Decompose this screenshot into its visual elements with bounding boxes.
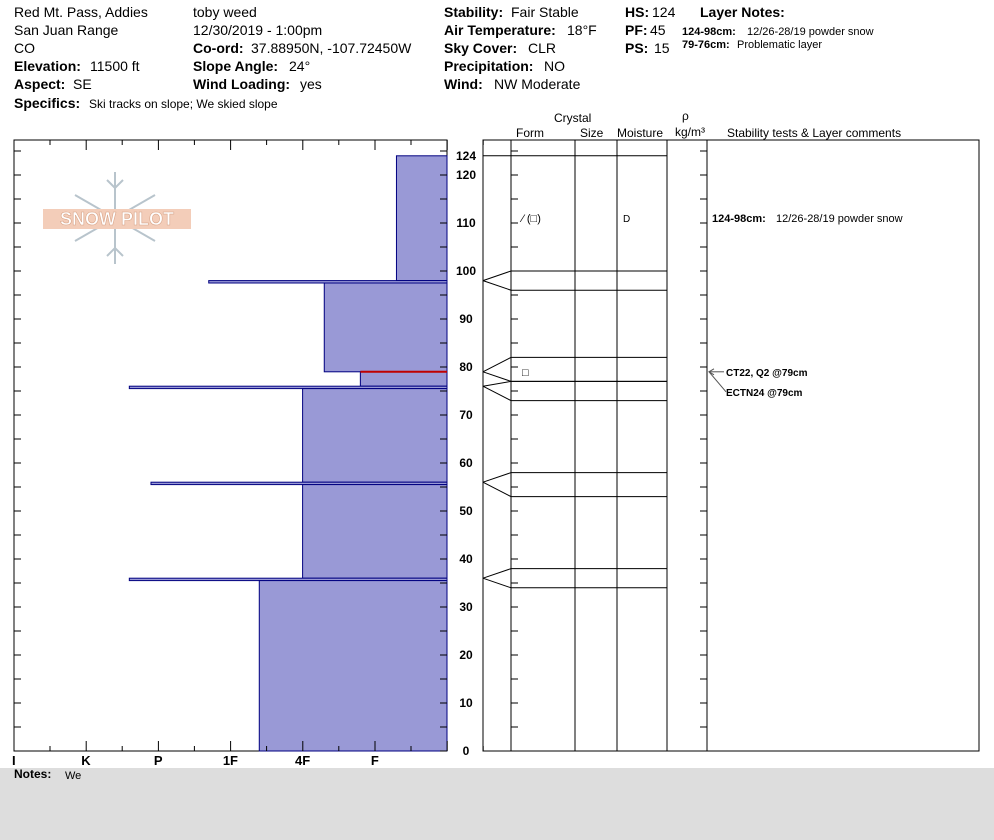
depth-tick-label: 60: [459, 456, 473, 470]
crystal-form: □: [522, 366, 529, 379]
wind-loading-value: yes: [300, 76, 322, 92]
hardness-bar: [396, 156, 447, 281]
location: Red Mt. Pass, Addies: [14, 4, 148, 20]
wind-loading-label: Wind Loading:: [193, 76, 291, 92]
hardness-bar: [303, 389, 447, 483]
ps-label: PS:: [625, 40, 649, 56]
layer-notes-title: Layer Notes:: [700, 4, 785, 20]
layer-note-range: 124-98cm:: [682, 26, 736, 38]
precip-label: Precipitation:: [444, 58, 534, 74]
air-temp-value: 18°F: [567, 22, 597, 38]
hs-label: HS:: [625, 4, 650, 20]
layer-note-text: 12/26-28/19 powder snow: [747, 26, 874, 38]
hardness-tick-label: K: [81, 753, 91, 768]
depth-tick-label: 124: [455, 148, 477, 163]
crystal-form: ⁄ (□): [522, 213, 541, 226]
hardness-tick-label: 4F: [295, 753, 311, 768]
depth-tick-label: 70: [459, 408, 473, 422]
layer-table-frame: [483, 140, 979, 751]
crystal-header: Crystal: [554, 111, 592, 125]
snowpilot-logo: [43, 172, 191, 264]
hardness-bar: [259, 581, 447, 751]
hardness-tick-label: P: [153, 753, 163, 768]
hardness-tick-label: 1F: [222, 753, 238, 768]
hs-value: 124: [652, 4, 676, 20]
depth-tick-label: 30: [459, 600, 473, 614]
datetime: 12/30/2019 - 1:00pm: [193, 22, 323, 38]
depth-tick-label: 110: [456, 216, 476, 230]
elevation-value: 11500 ft: [90, 58, 140, 74]
air-temp-label: Air Temperature:: [444, 22, 556, 38]
stability-label: Stability:: [444, 4, 504, 20]
hardness-bar: [324, 283, 447, 372]
layer-note-range: 79-76cm:: [682, 39, 730, 51]
aspect-label: Aspect:: [14, 76, 66, 92]
depth-tick-label: 80: [459, 360, 473, 374]
depth-tick-label: 20: [459, 648, 473, 662]
pf-value: 45: [650, 22, 666, 38]
sky-value: CLR: [528, 40, 557, 56]
moisture-header: Moisture: [617, 126, 664, 140]
notes-label: Notes:: [14, 767, 52, 781]
layer-comment-text: 12/26-28/19 powder snow: [776, 213, 903, 226]
wind-label: Wind:: [444, 76, 483, 92]
aspect-value: SE: [73, 76, 92, 92]
layer-comment-range: 124-98cm:: [712, 213, 766, 226]
depth-tick-label: 10: [459, 696, 473, 710]
range: San Juan Range: [14, 22, 119, 38]
depth-tick-label: 90: [459, 312, 473, 326]
coord-value: 37.88950N, -107.72450W: [251, 40, 412, 56]
depth-tick-label: 0: [462, 744, 470, 758]
precip-value: NO: [544, 58, 565, 74]
state: CO: [14, 40, 35, 56]
density-unit-header: kg/m³: [675, 125, 705, 139]
specifics-value: Ski tracks on slope; We skied slope: [89, 97, 278, 111]
wind-value: NW Moderate: [494, 76, 581, 92]
specifics-label: Specifics:: [14, 95, 81, 111]
hardness-bar: [360, 372, 447, 386]
rho-header: ρ: [682, 109, 689, 123]
elevation-label: Elevation:: [14, 58, 81, 74]
hardness-bar: [303, 485, 447, 579]
depth-tick-label: 120: [455, 168, 477, 182]
crystal-moisture: D: [623, 214, 631, 226]
depth-tick-label: 50: [459, 504, 473, 518]
hardness-tick-label: I: [11, 753, 16, 768]
hardness-tick-label: F: [370, 753, 379, 768]
form-header: Form: [516, 126, 544, 140]
pf-label: PF:: [625, 22, 648, 38]
slope-value: 24°: [289, 58, 311, 74]
layer-note-text: Problematic layer: [737, 39, 822, 51]
slope-label: Slope Angle:: [193, 58, 279, 74]
observer: toby weed: [193, 4, 257, 20]
depth-tick-label: 100: [455, 264, 477, 278]
notes-text: We: [65, 770, 82, 782]
size-header: Size: [580, 126, 604, 140]
stability-test: ECTN24 @79cm: [726, 387, 803, 399]
depth-tick-label: 40: [459, 552, 473, 566]
stability-test-pointer: [709, 372, 726, 392]
stability-value: Fair Stable: [511, 4, 579, 20]
footer-area: [0, 768, 994, 840]
coord-label: Co-ord:: [193, 40, 244, 56]
stability-tests-header: Stability tests & Layer comments: [727, 126, 902, 140]
ps-value: 15: [654, 40, 670, 56]
logo-text: SNOW PILOT: [60, 209, 174, 229]
sky-label: Sky Cover:: [444, 40, 518, 56]
stability-test: CT22, Q2 @79cm: [726, 367, 808, 379]
